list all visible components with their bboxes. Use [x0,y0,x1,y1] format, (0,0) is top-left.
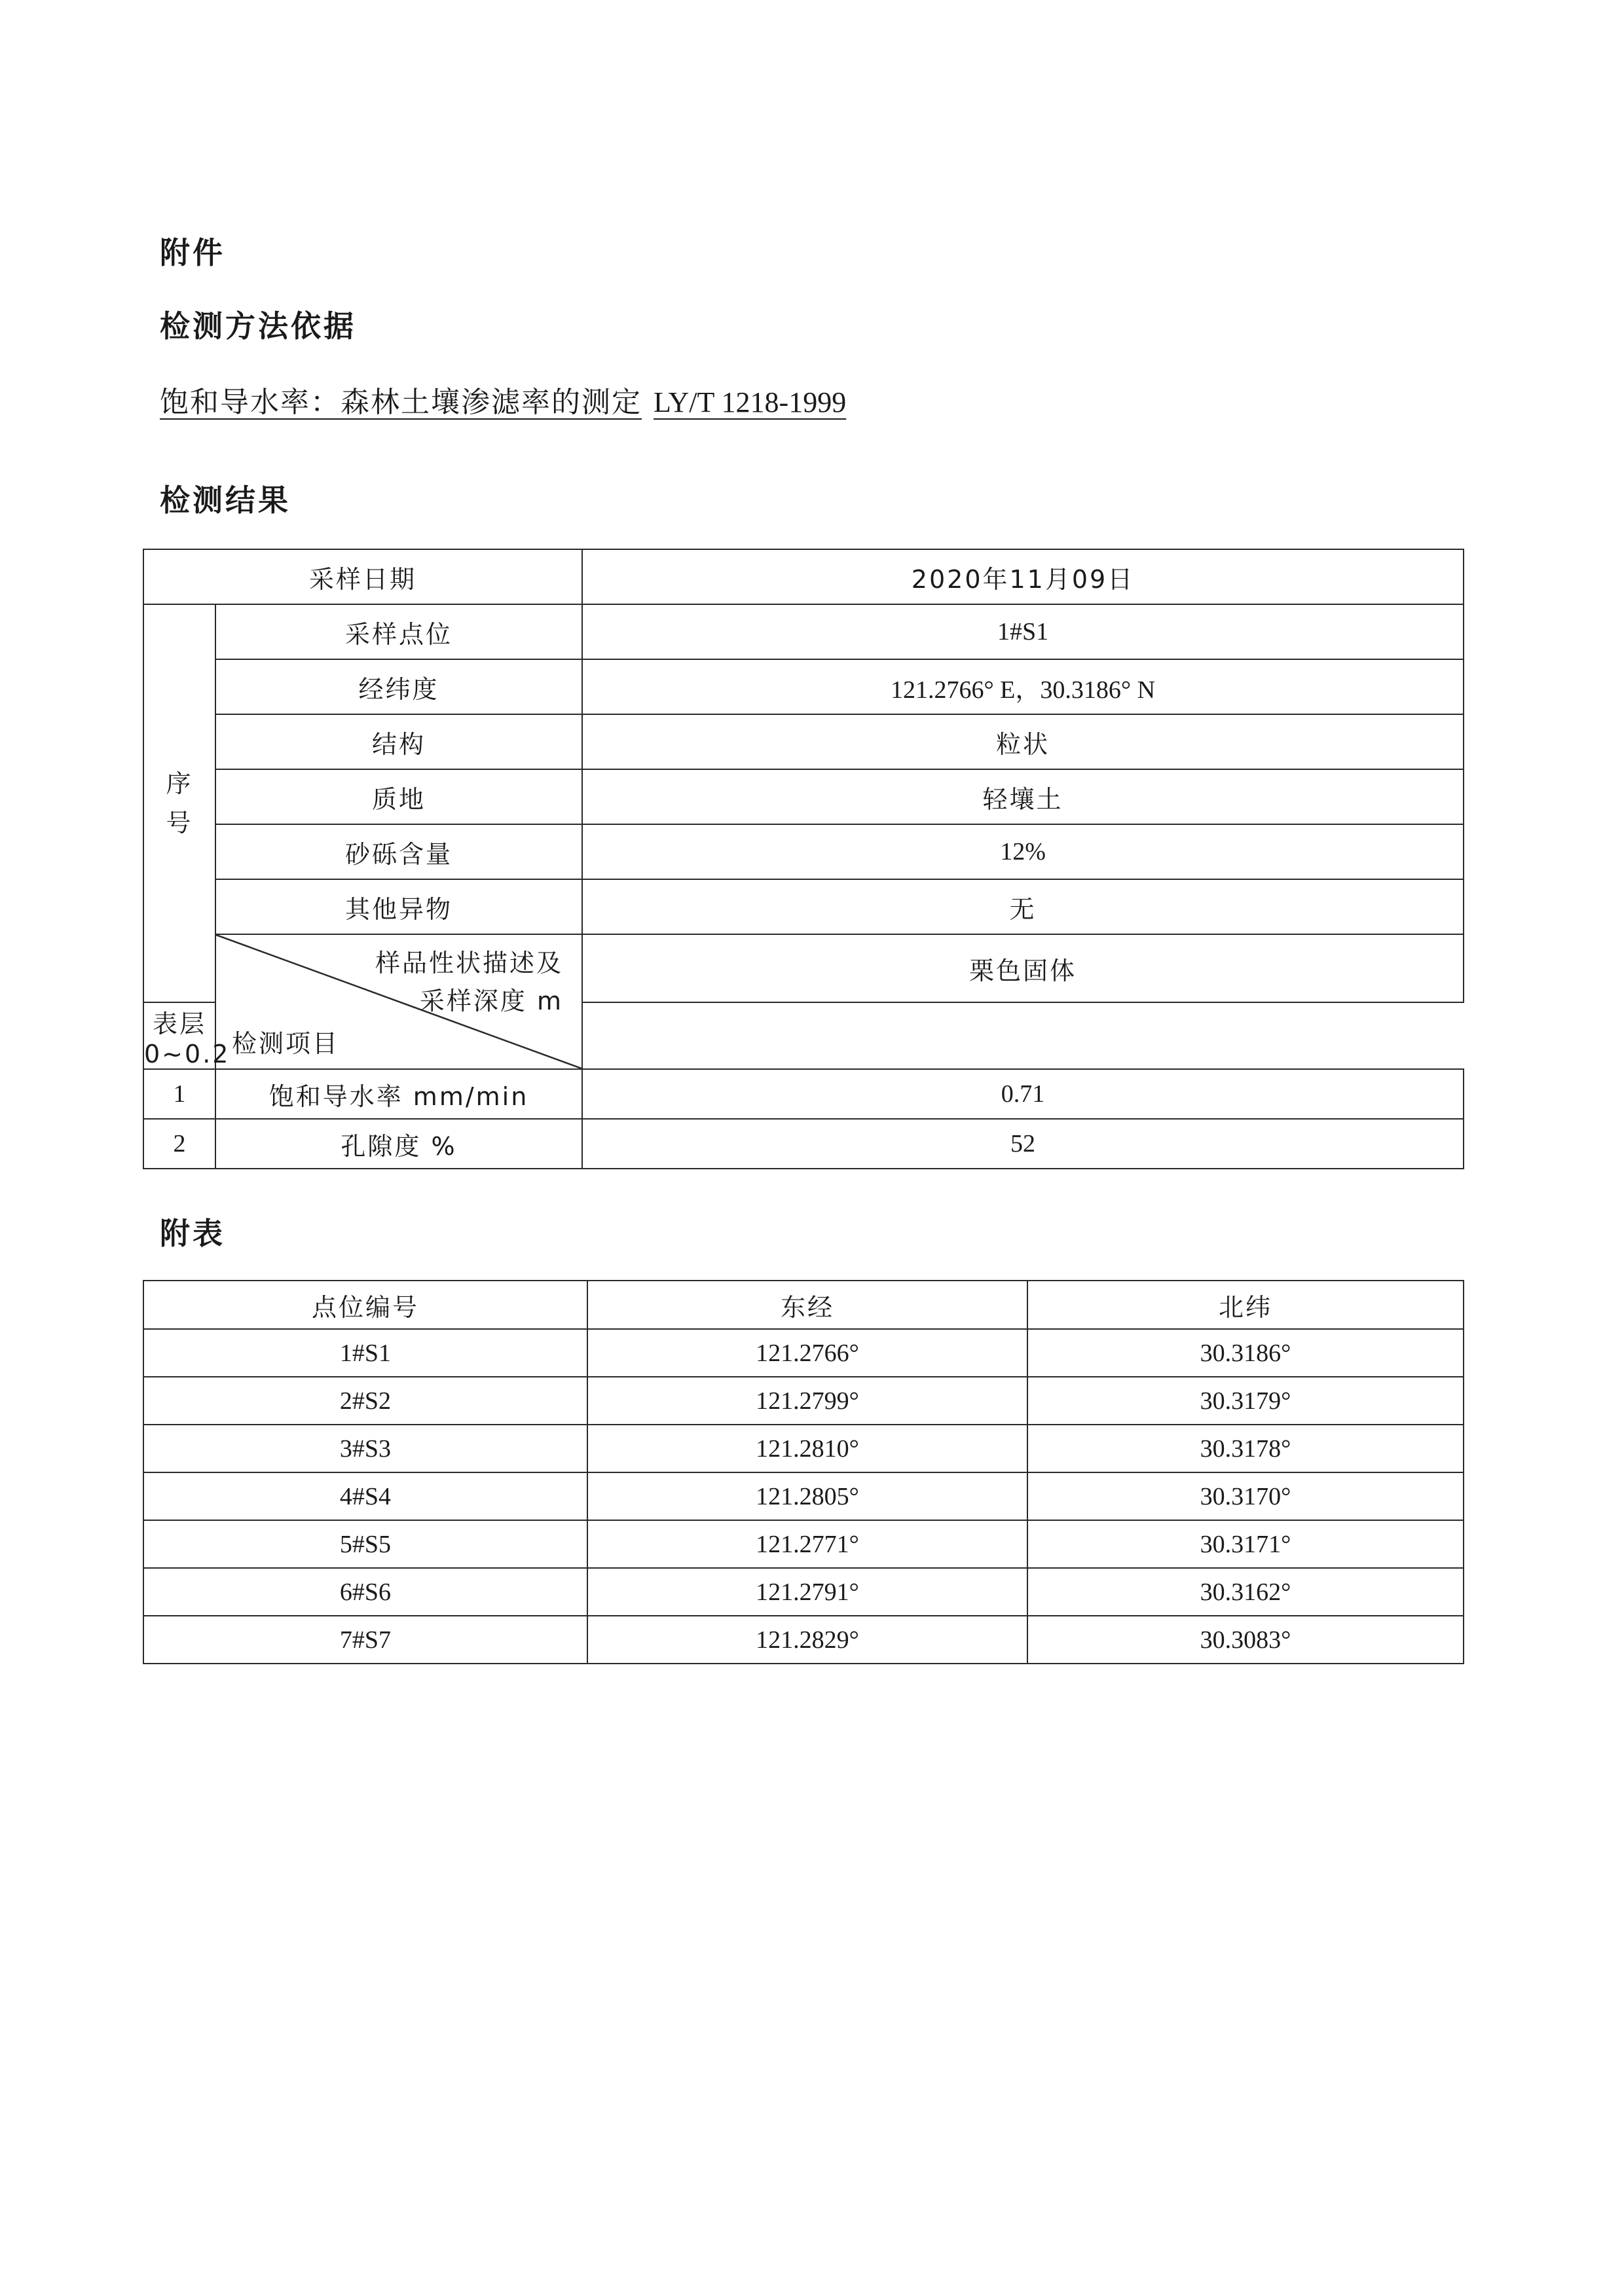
point-id: 2#S2 [143,1377,587,1425]
table-row [143,1069,1464,1119]
latitude: 30.3170° [1027,1472,1464,1520]
table-row [143,1520,1464,1568]
longitude: 121.2791° [587,1568,1027,1616]
table-row [143,604,1464,659]
seq-label [143,604,215,1002]
diagonal-bottom-text: 检测项目 [232,1029,340,1058]
diagonal-top-line2: 采样深度 m [419,987,564,1015]
row-value: 12% [582,824,1464,879]
appendix-table [143,1280,1464,1664]
latitude: 30.3083° [1027,1616,1464,1664]
longitude: 121.2799° [587,1377,1027,1425]
row-label: 砂砾含量 [215,824,582,879]
sample-description: 栗色固体 [582,934,1464,1002]
row-label: 结构 [215,714,582,769]
table-row [143,1119,1464,1169]
point-id: 3#S3 [143,1425,587,1472]
row-label: 经纬度 [215,659,582,714]
table-row [143,934,1464,1002]
row-value: 无 [582,879,1464,934]
item-name: 饱和导水率 mm/min [215,1069,582,1119]
table-row [143,769,1464,824]
diagonal-top-line1: 样品性状描述及 [375,949,564,977]
results-heading: 检测结果 [160,483,291,518]
table-row [143,549,1464,604]
row-label: 采样点位 [215,604,582,659]
point-id: 6#S6 [143,1568,587,1616]
table-row [143,714,1464,769]
sampling-date-value: 2020年11月09日 [582,549,1464,604]
column-header: 北纬 [1027,1281,1464,1329]
table-row [143,1568,1464,1616]
table-row [143,879,1464,934]
item-no: 1 [143,1069,215,1119]
item-name: 孔隙度 % [215,1119,582,1169]
diagonal-top-text [375,944,563,1020]
table-row [143,1329,1464,1377]
row-label: 其他异物 [215,879,582,934]
sample-depth: 表层 0~0.2 [143,1002,215,1069]
sampling-date-label: 采样日期 [143,549,582,604]
results-table [143,549,1464,1169]
point-id: 4#S4 [143,1472,587,1520]
longitude: 121.2766° [587,1329,1027,1377]
method-standard: LY/T 1218-1999 [654,386,847,418]
longitude: 121.2829° [587,1616,1027,1664]
row-value: 粒状 [582,714,1464,769]
item-value: 0.71 [582,1069,1464,1119]
point-id: 7#S7 [143,1616,587,1664]
table-row [143,659,1464,714]
row-value: 轻壤土 [582,769,1464,824]
method-heading: 检测方法依据 [160,308,356,344]
longitude: 121.2810° [587,1425,1027,1472]
longitude: 121.2771° [587,1520,1027,1568]
method-item: 饱和导水率：森林土壤渗滤率的测定 [160,386,642,419]
point-id: 5#S5 [143,1520,587,1568]
longitude: 121.2805° [587,1472,1027,1520]
method-reference [160,378,846,420]
latitude: 30.3179° [1027,1377,1464,1425]
table-row [143,1425,1464,1472]
column-header: 东经 [587,1281,1027,1329]
item-no: 2 [143,1119,215,1169]
latitude: 30.3178° [1027,1425,1464,1472]
table-row [143,1616,1464,1664]
row-label: 质地 [215,769,582,824]
latitude: 30.3171° [1027,1520,1464,1568]
table-row [143,824,1464,879]
latitude: 30.3186° [1027,1329,1464,1377]
column-header: 点位编号 [143,1281,587,1329]
seq-label-2: 号 [166,809,193,837]
row-value: 121.2766° E，30.3186° N [582,659,1464,714]
table-header-row [143,1281,1464,1329]
point-id: 1#S1 [143,1329,587,1377]
appendix-heading: 附表 [160,1216,225,1251]
seq-label-1: 序 [166,769,193,798]
diagonal-header-cell [215,934,582,1069]
latitude: 30.3162° [1027,1568,1464,1616]
row-value: 1#S1 [582,604,1464,659]
table-row [143,1472,1464,1520]
attachment-title: 附件 [160,235,225,270]
table-row [143,1377,1464,1425]
item-value: 52 [582,1119,1464,1169]
